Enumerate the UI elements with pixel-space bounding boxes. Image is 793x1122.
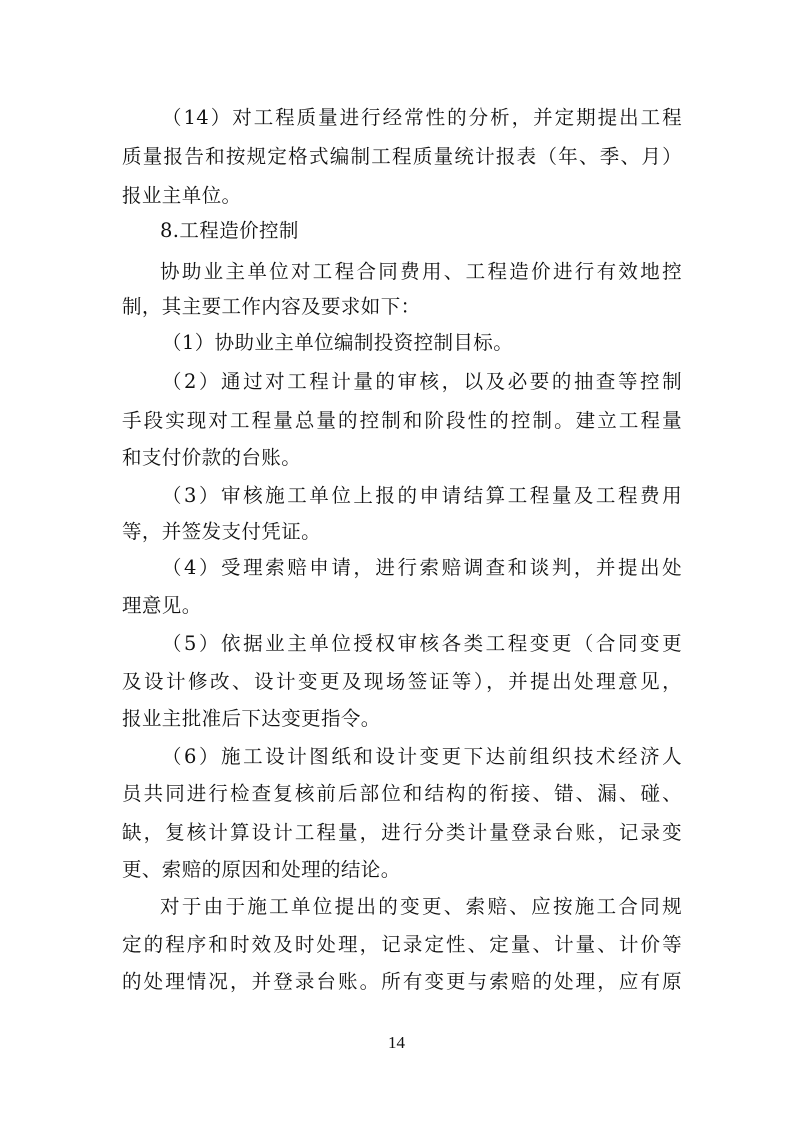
page-number: 14 — [388, 1033, 405, 1052]
text-line: 制，其主要工作内容及要求如下： — [122, 295, 421, 318]
text-line: 质量报告和按规定格式编制工程质量统计报表（年、季、月） — [122, 145, 682, 168]
list-item: （1）协助业主单位编制投资控制目标。 — [162, 331, 514, 354]
text-line: 报业主单位。 — [122, 184, 242, 207]
text-line: 和支付价款的台账。 — [122, 446, 302, 469]
list-item: （5）依据业主单位授权审核各类工程变更（合同变更 — [162, 632, 682, 655]
text-line: 理意见。 — [122, 594, 202, 617]
text-line: 缺，复核计算设计工程量，进行分类计量登录台账，记录变 — [122, 821, 682, 844]
text-line: 等，并签发支付凭证。 — [122, 520, 322, 543]
text-line: 及设计修改、设计变更及现场签证等），并提出处理意见， — [122, 670, 682, 693]
list-item: （2）通过对工程计量的审核，以及必要的抽查等控制 — [162, 370, 682, 393]
text-line: 更、索赔的原因和处理的结论。 — [122, 858, 401, 881]
text-line: 定的程序和时效及时处理，记录定性、定量、计量、计价等 — [122, 933, 682, 956]
list-item: （4）受理索赔申请，进行索赔调查和谈判，并提出处 — [162, 556, 682, 579]
section-heading: 8.工程造价控制 — [160, 219, 299, 242]
text-line: 员共同进行检查复核前后部位和结构的衔接、错、漏、碰、 — [122, 782, 682, 805]
list-item: （3）审核施工单位上报的申请结算工程量及工程费用 — [162, 484, 682, 507]
text-line: （14）对工程质量进行经常性的分析，并定期提出工程 — [162, 106, 682, 129]
text-line: 报业主批准后下达变更指令。 — [122, 707, 381, 730]
text-line: 的处理情况，并登录台账。所有变更与索赔的处理，应有原 — [122, 970, 682, 993]
text-line: 手段实现对工程量总量的控制和阶段性的控制。建立工程量 — [122, 409, 682, 432]
list-item: （6）施工设计图纸和设计变更下达前组织技术经济人 — [162, 745, 682, 768]
text-line: 协助业主单位对工程合同费用、工程造价进行有效地控 — [160, 260, 682, 283]
text-line: 对于由于施工单位提出的变更、索赔、应按施工合同规 — [160, 895, 682, 918]
